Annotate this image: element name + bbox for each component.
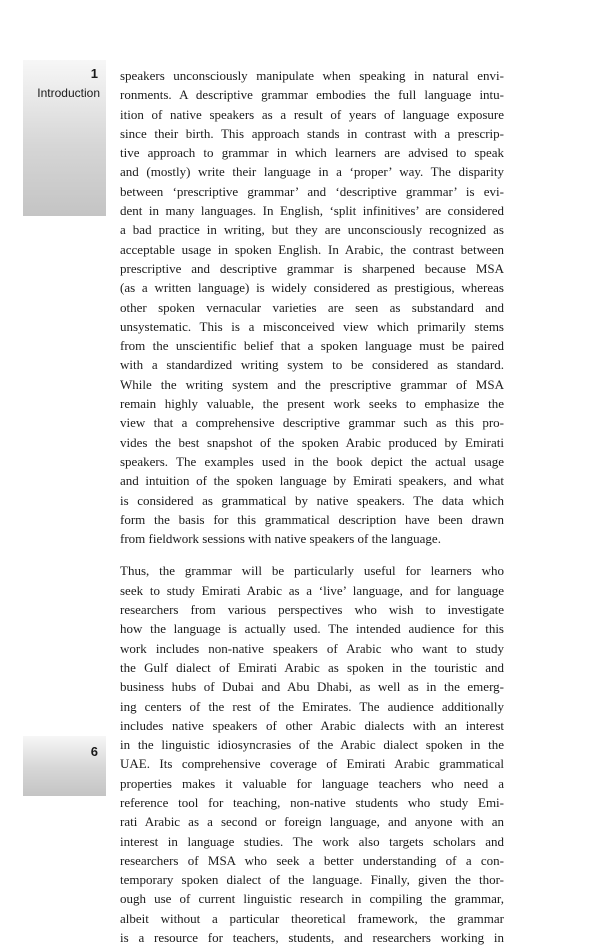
text-line: seek to study Emirati Arabic as a ‘live’ language, and for language — [120, 582, 504, 598]
text-line: in the linguistic idiosyncrasies of the Arabic dialect spoken in the — [120, 737, 504, 753]
text-line: tive approach to grammar in which learners are advised to speak — [120, 145, 504, 161]
text-line: and (mostly) write their language in a ‘proper’ way. The disparity — [120, 164, 504, 180]
text-line: ition of native speakers as a result of years of language exposure — [120, 106, 504, 122]
chapter-title: Introduction — [37, 86, 100, 100]
text-line: vides the best snapshot of the spoken Arabic produced by Emirati — [120, 434, 504, 450]
chapter-number: 1 — [90, 66, 98, 81]
paragraph-gap — [120, 548, 504, 561]
text-line: prescriptive and descriptive grammar is sharpened because MSA — [120, 260, 504, 276]
text-line: and intuition of the spoken language by Emirati speakers, and what — [120, 473, 504, 489]
body-text — [120, 66, 504, 947]
text-line: (as a written language) is widely considered as prestigious, whereas — [120, 280, 504, 296]
text-line: between ‘prescriptive grammar’ and ‘descriptive grammar’ is evi- — [120, 183, 504, 199]
page-number: 6 — [90, 744, 98, 759]
text-line: reference tool for teaching, non-native students who study Emi- — [120, 794, 504, 810]
text-line: albeit without a particular theoretical framework, the grammar — [120, 910, 504, 926]
text-line: While the writing system and the prescriptive grammar of MSA — [120, 376, 504, 392]
paragraph — [120, 561, 504, 947]
text-line: includes native speakers of other Arabic dialects with an interest — [120, 717, 504, 733]
text-line: other spoken vernacular varieties are seen as substandard and — [120, 299, 504, 315]
text-line: form the basis for this grammatical description have been drawn — [120, 511, 504, 527]
text-line: the Gulf dialect of Emirati Arabic as spoken in the touristic and — [120, 659, 504, 675]
text-line: how the language is actually used. The intended audience for this — [120, 621, 504, 637]
text-line: ing centers of the rest of the Emirates. The audience additionally — [120, 698, 504, 714]
text-line: ough use of current linguistic research in compiling the grammar, — [120, 891, 504, 907]
text-line: work includes non-native speakers of Arabic who want to study — [120, 640, 504, 656]
chapter-tab — [23, 60, 106, 216]
text-line: remain highly valuable, the present work seeks to emphasize the — [120, 396, 504, 412]
text-line: speakers unconsciously manipulate when speaking in natural envi- — [120, 68, 504, 83]
text-line: acceptable usage in spoken English. In Arabic, the contrast between — [120, 241, 504, 257]
text-line: since their birth. This approach stands in contrast with a prescrip- — [120, 125, 504, 141]
text-line: from the unscientific belief that a spoken language must be paired — [120, 338, 504, 354]
text-line: unsystematic. This is a misconceived view which primarily stems — [120, 318, 504, 334]
text-line: UAE. Its comprehensive coverage of Emirati Arabic grammatical — [120, 756, 504, 772]
text-line: researchers from various perspectives who wish to investigate — [120, 602, 504, 618]
text-line: researchers of MSA who seek a better understanding of a con- — [120, 852, 504, 868]
paragraph — [120, 66, 504, 548]
text-line: rati Arabic as a second or foreign language, and anyone with an — [120, 814, 504, 830]
text-line: ronments. A descriptive grammar embodies the full language intu- — [120, 87, 504, 103]
text-line: temporary spoken dialect of the language. Finally, given the thor- — [120, 872, 504, 888]
text-line: speakers. The examples used in the book depict the actual usage — [120, 453, 504, 469]
text-line: from fieldwork sessions with native speakers of the language. — [120, 531, 441, 547]
text-line: dent in many languages. In English, ‘split infinitives’ are considered — [120, 203, 504, 219]
text-line: is a resource for teachers, students, and researchers working in — [120, 930, 504, 946]
text-line: is considered as grammatical by native speakers. The data which — [120, 492, 504, 508]
text-line: Thus, the grammar will be particularly useful for learners who — [120, 563, 504, 579]
text-line: properties makes it valuable for language teachers who need a — [120, 775, 504, 791]
page-number-tab — [23, 736, 106, 796]
text-line: business hubs of Dubai and Abu Dhabi, as well as in the emerg- — [120, 679, 504, 695]
text-line: view that a comprehensive descriptive grammar such as this pro- — [120, 415, 504, 431]
text-line: with a standardized writing system to be considered as standard. — [120, 357, 504, 373]
text-line: a bad practice in writing, but they are unconsciously recognized as — [120, 222, 504, 238]
text-line: interest in language studies. The work also targets scholars and — [120, 833, 504, 849]
